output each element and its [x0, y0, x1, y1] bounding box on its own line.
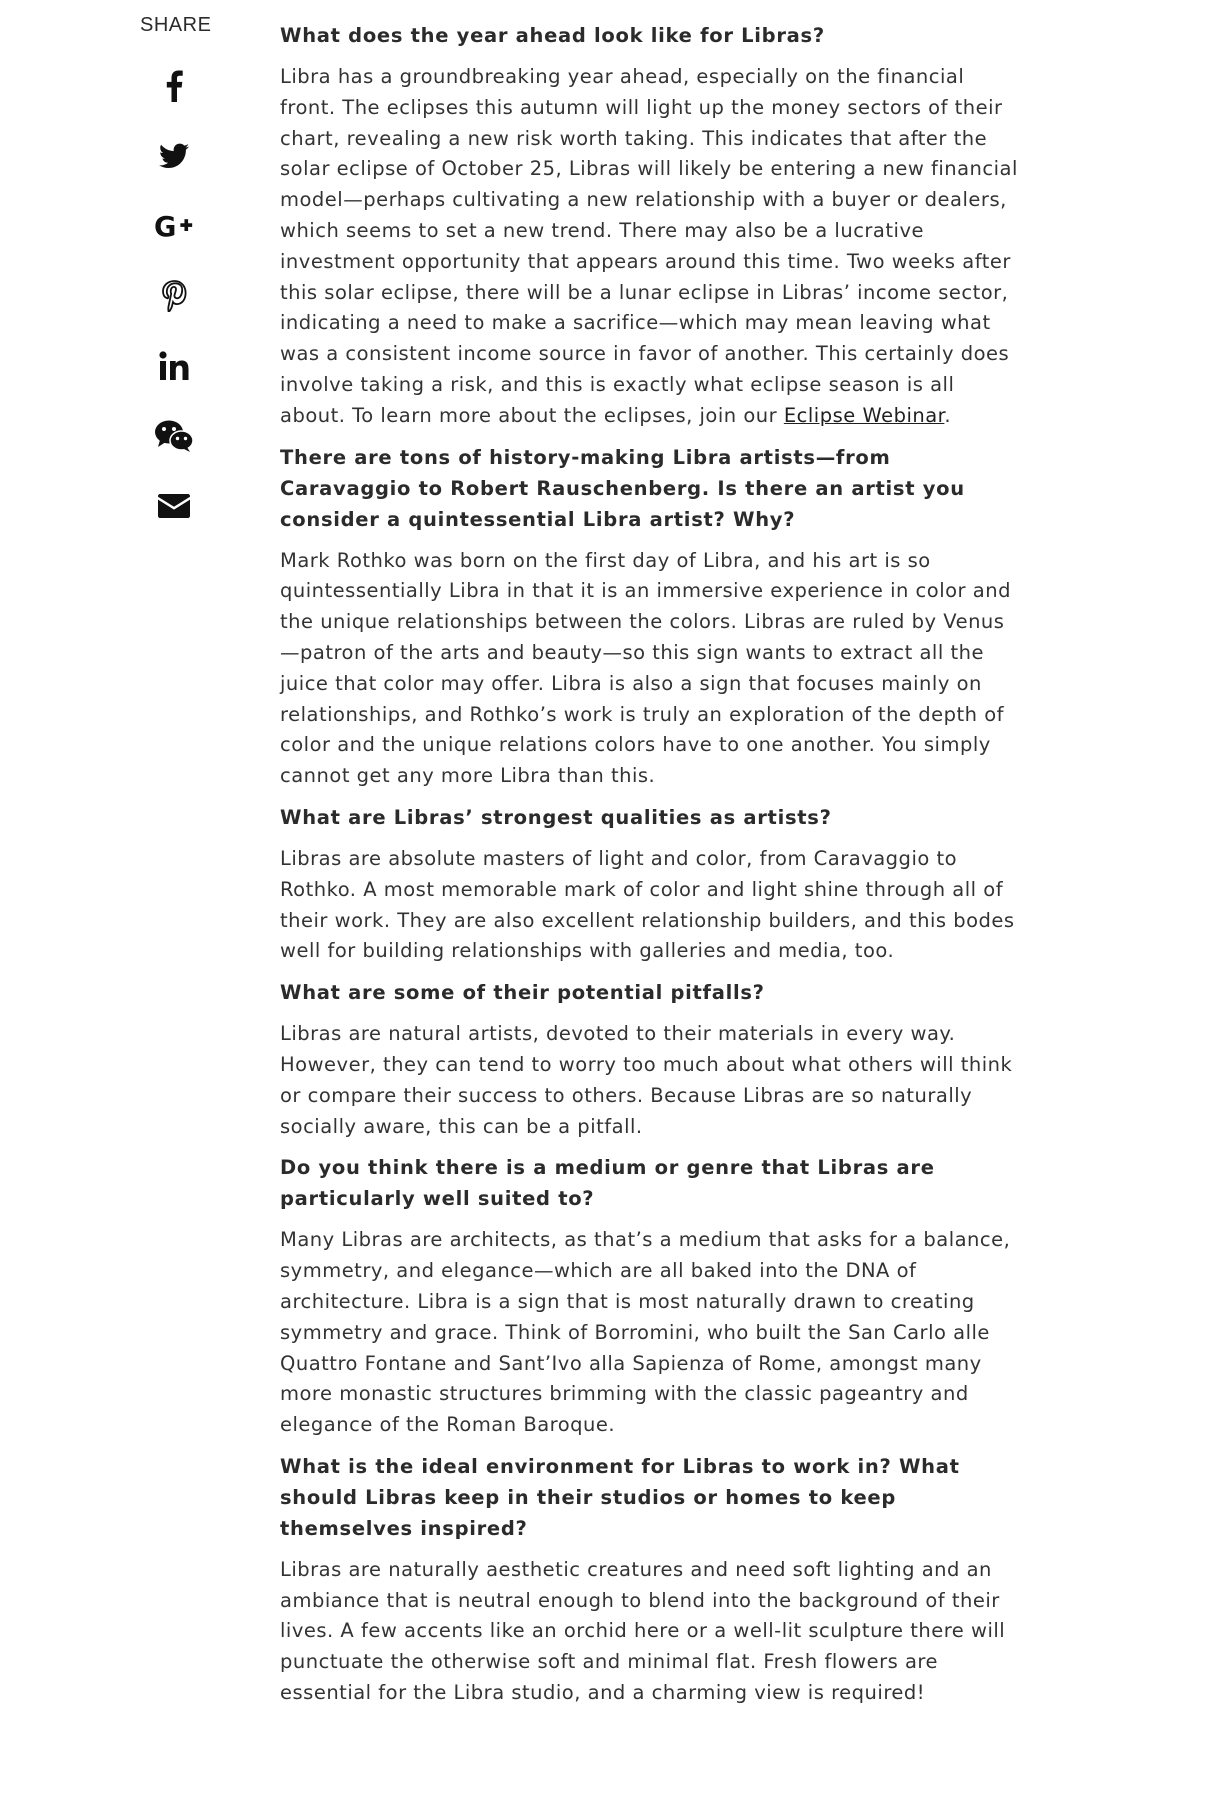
twitter-icon[interactable]	[154, 136, 194, 176]
answer-medium-genre: Many Libras are architects, as that’s a medium that asks for a balance, symmetry, and elegance—which are all baked into the DNA of architecture. Libra is a sign that is most naturally drawn to creating symmetry and grace. Think of Borromini, who built the San Carlo alle Quattro Fontane and Sant’Ivo alla Sapienza of Rome, amongst many more monastic structures brimming with the classic pageantry and elegance of the Roman Baroque.	[280, 1228, 1011, 1437]
wechat-icon[interactable]	[154, 416, 194, 456]
question-quintessential-artist: There are tons of history-making Libra artists—from Caravaggio to Robert Rauschenberg. Is there an artist you consider a quintessential Libra artist? Why?	[280, 445, 965, 531]
svg-text:G: G	[154, 212, 177, 241]
question-year-ahead: What does the year ahead look like for Libras?	[280, 24, 825, 47]
linkedin-icon[interactable]	[154, 346, 194, 386]
answer-strongest-qualities: Libras are absolute masters of light and color, from Caravaggio to Rothko. A most memorable mark of color and light shine through all of their work. They are also excellent relationship builders, and this bodes well for building relationships with galleries and media, too.	[280, 846, 1015, 963]
pinterest-icon[interactable]	[154, 276, 194, 316]
question-medium-genre: Do you think there is a medium or genre that Libras are particularly well suited to?	[280, 1156, 935, 1211]
answer-year-ahead	[280, 62, 1020, 432]
answer-year-ahead-text: Libra has a groundbreaking year ahead, especially on the financial front. The eclipses this autumn will light up the money sectors of their chart, revealing a new risk worth taking. This indicates that after the solar eclipse of October 25, Libras will likely be entering a new financial model—perhaps cultivating a new relationship with a buyer or dealers, which seems to set a new trend. There may also be a lucrative investment opportunity that appears around this time. Two weeks after this solar eclipse, there will be a lunar eclipse in Libras’ income sector, indicating a need to make a sacrifice—which may mean leaving what was a consistent income source in favor of another. This certainly does involve taking a risk, and this is exactly what eclipse season is all about. To learn more about the eclipses, join our	[280, 65, 1018, 427]
email-icon[interactable]	[154, 486, 194, 526]
eclipse-webinar-link[interactable]: Eclipse Webinar	[783, 403, 945, 427]
answer-quintessential-artist: Mark Rothko was born on the first day of Libra, and his art is so quintessentially Libra in that it is an immersive experience in color and the unique relationships between the colors. Libras are ruled by Venus—patron of the arts and beauty—so this sign wants to extract all the juice that color may offer. Libra is also a sign that focuses mainly on relationships, and Rothko’s work is truly an exploration of the depth of color and the unique relations colors have to one another. You simply cannot get any more Libra than this.	[280, 548, 1011, 788]
question-pitfalls: What are some of their potential pitfalls?	[280, 981, 765, 1005]
answer-year-ahead-end: .	[944, 403, 952, 427]
share-label: SHARE	[140, 14, 212, 36]
answer-pitfalls: Libras are natural artists, devoted to their materials in every way. However, they can tend to worry too much about what others will think or compare their success to others. Because Libras are so naturally socially aware, this can be a pitfall.	[280, 1022, 1013, 1138]
google-plus-icon[interactable]	[154, 206, 194, 246]
question-ideal-environment: What is the ideal environment for Libras to work in? What should Libras keep in their studios or homes to keep themselves inspired?	[280, 1454, 960, 1540]
question-strongest-qualities: What are Libras’ strongest qualities as artists?	[280, 805, 832, 829]
facebook-icon[interactable]	[154, 66, 194, 106]
answer-ideal-environment: Libras are naturally aesthetic creatures and need soft lighting and an ambiance that is neutral enough to blend into the background of their lives. A few accents like an orchid here or a well-lit sculpture there will punctuate the otherwise soft and minimal flat. Fresh flowers are essential for the Libra studio, and a charming view is required!	[280, 1557, 1006, 1705]
article-body	[280, 20, 1020, 1719]
